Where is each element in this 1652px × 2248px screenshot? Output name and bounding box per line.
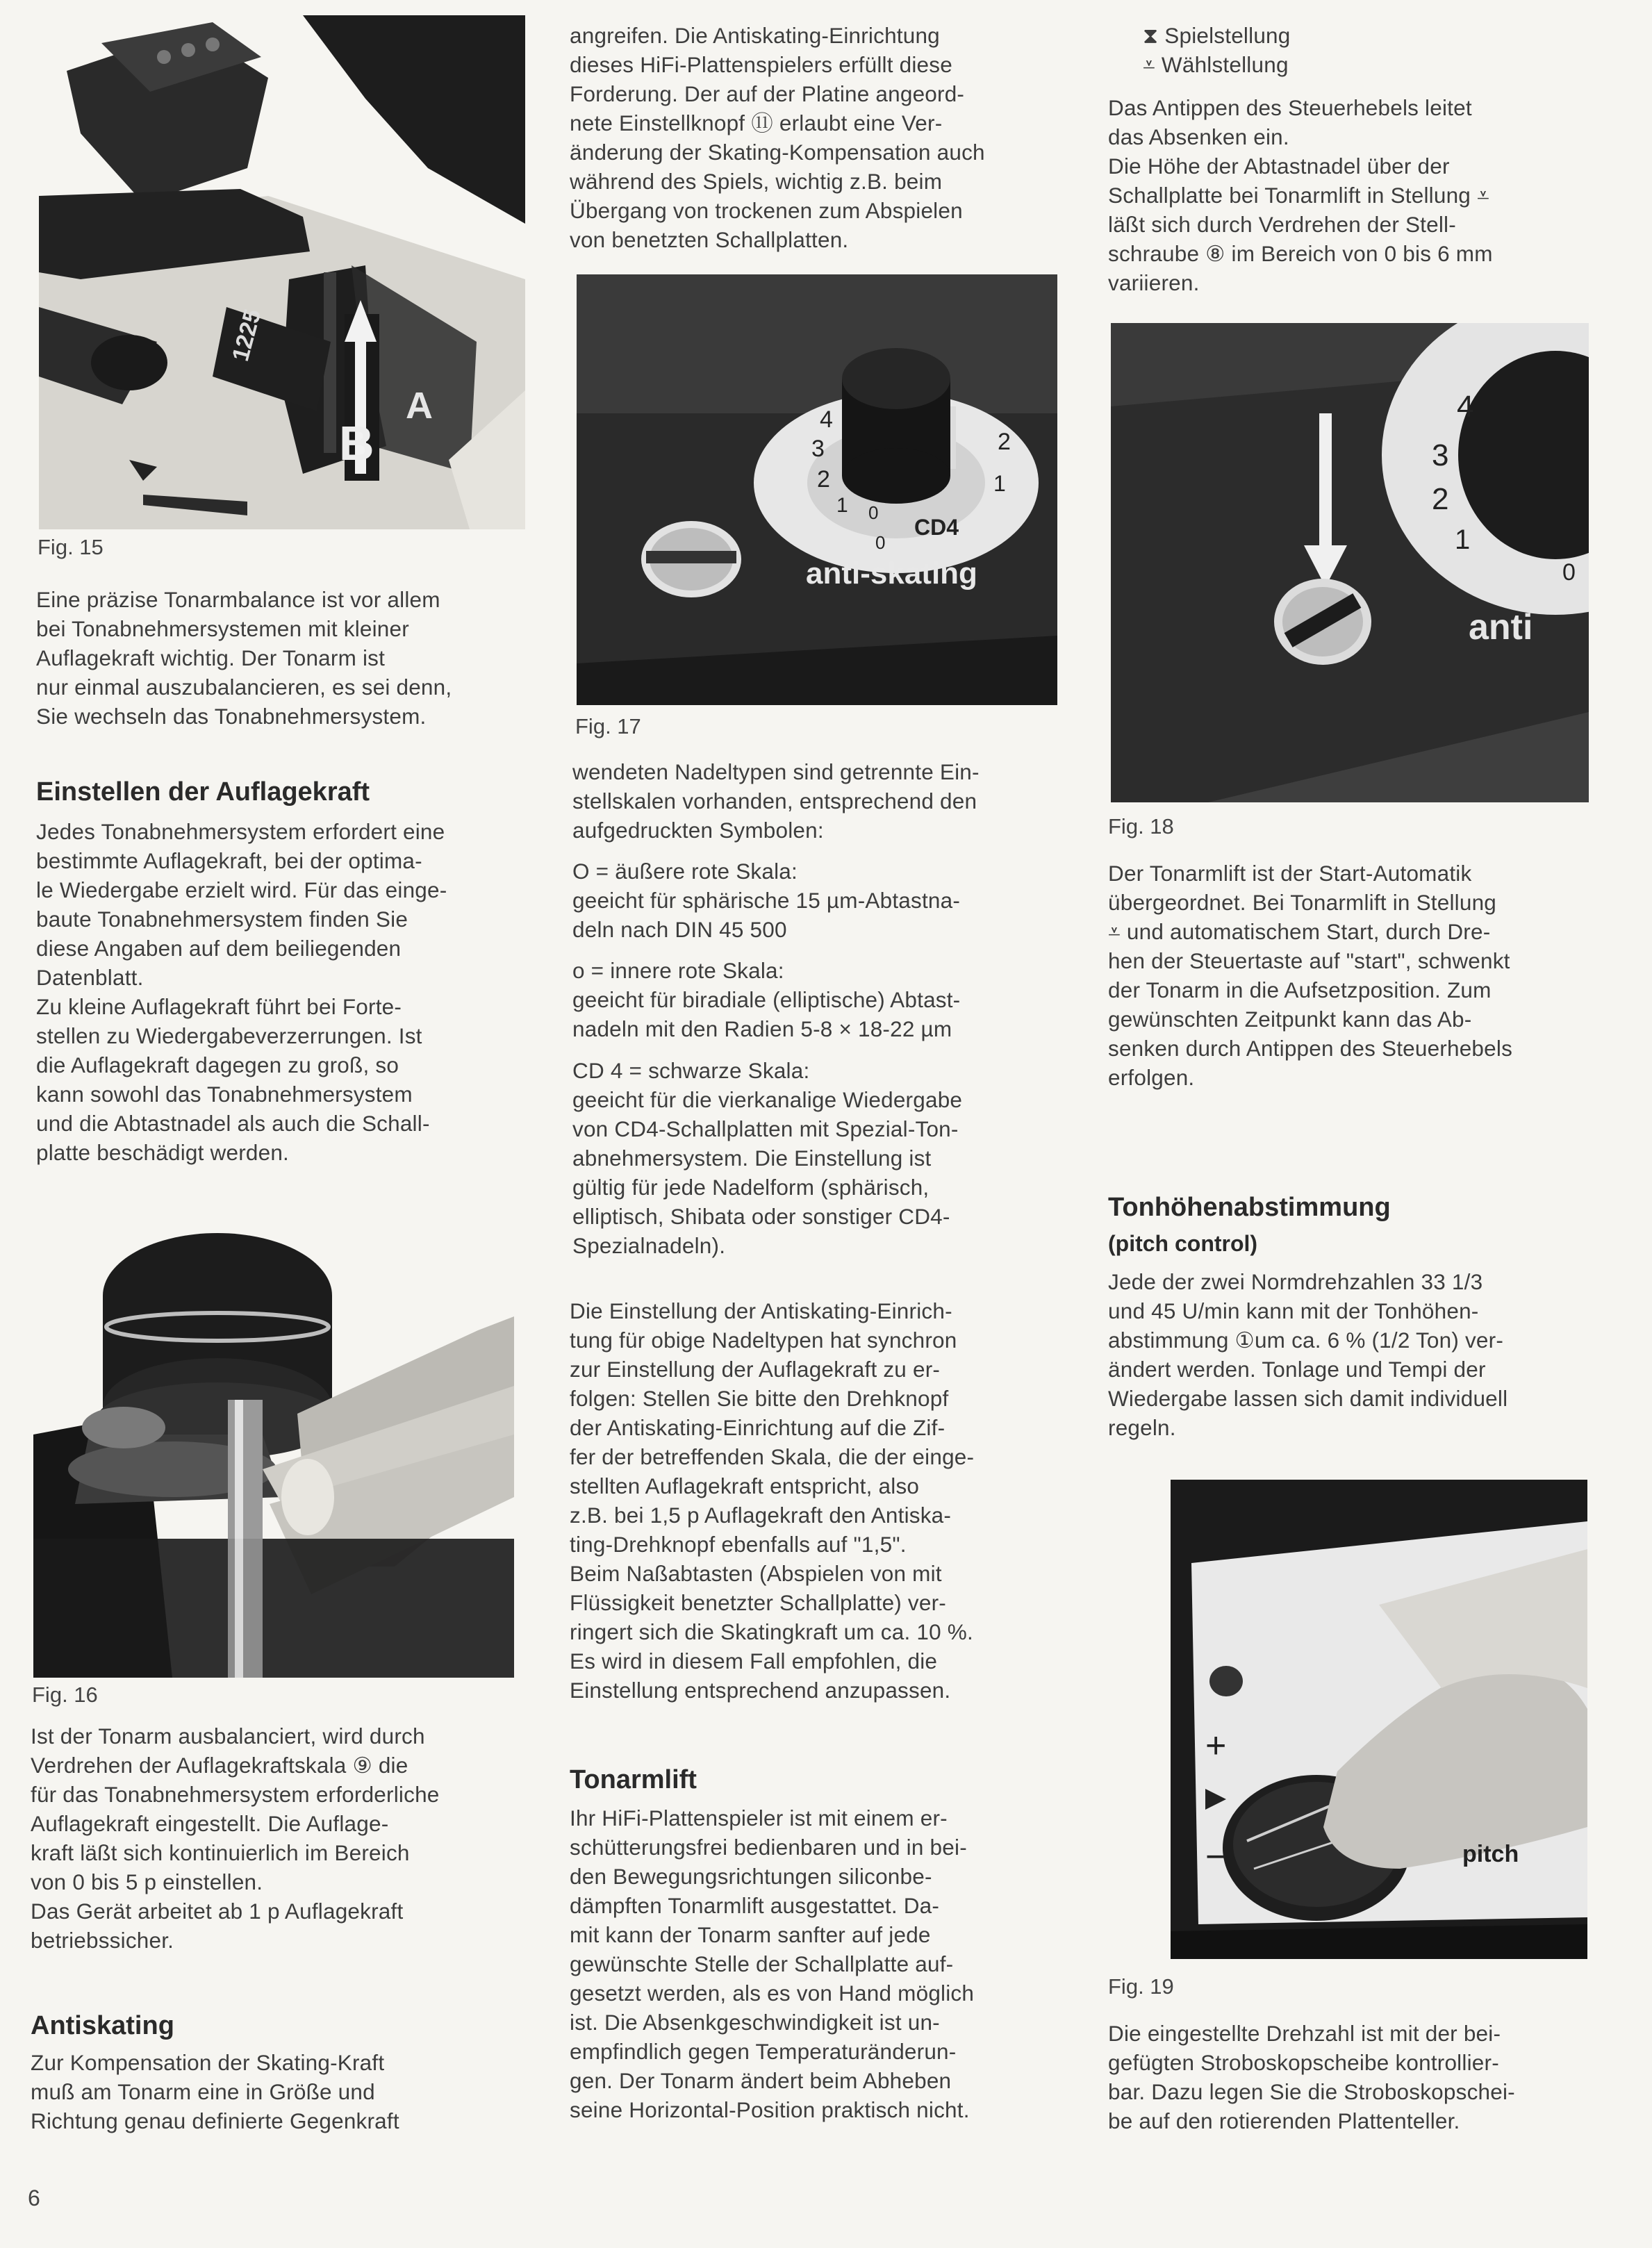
fig17-mark-3: 2 (817, 466, 830, 493)
fig17-cd4-label: CD4 (914, 515, 959, 540)
tracking-force-dial-illustration (33, 1205, 514, 1678)
fig18-mark-0: 0 (1562, 559, 1576, 586)
fig18-mark-1: 1 (1455, 524, 1471, 555)
subheading-pitch-control: (pitch control) (1108, 1231, 1258, 1256)
fig17-mark-1: 4 (820, 406, 833, 433)
fig17-anti-skating-label: anti-skating (806, 556, 977, 590)
paragraph-antiskating-setting: Die Einstellung der Antiskating-Einrich- tung für obige Nadeltypen hat synchron zur Einstellung der Auflagekraft zu er- folgen: Stellen Sie bitte den Drehknopf der Antiskating-Einrichtung auf die Zif- fer der betreffenden Skala, die der einge- stellten Auflagekraft entspricht, also z.B. bei 1,5 p Auflagekraft den Antiska- ting-Drehknopf ebenfalls auf "1,5". Beim Naßabtasten (Abspielen von mit Flüssigkeit benetzter Schallplatte) ver- ringert sich die Skatingkraft um ca. 10 %. Es wird in diesem Fall empfohlen, die Einstellung entsprechend anzupassen. (570, 1298, 975, 1703)
fig17-mark-8: 0 (875, 532, 886, 553)
pitch-control-illustration (1171, 1480, 1587, 1959)
figure-17-caption: Fig. 17 (575, 714, 641, 738)
paragraph-tonearm-balance: Eine präzise Tonarmbalance ist vor allem bei Tonabnehmersystemen mit kleiner Auflagekraft wichtig. Der Tonarm ist nur einmal auszubalancieren, es sei denn, Sie wechseln das Tonabnehmersystem. (36, 587, 452, 729)
figure-19-photo (1171, 1480, 1587, 1959)
anti-skating-knob-illustration (577, 274, 1057, 705)
fig19-minus-label: − (1205, 1837, 1227, 1877)
paragraph-lift-start: Der Tonarmlift ist der Start-Automatik übergeordnet. Bei Tonarmlift in Stellung ⩡ und automatischem Start, durch Dre- hen der Steuertaste auf "start", schwenkt der Tonarm in die Aufsetzposition. Zum gewünschten Zeitpunkt kann das Ab- senken durch Antippen des Steuerhebels erfolgen. (1108, 861, 1513, 1090)
fig18-mark-2: 2 (1432, 482, 1449, 516)
figure-16-caption: Fig. 16 (32, 1683, 98, 1707)
figure-17-photo (577, 274, 1057, 705)
paragraph-tonarmlift: Ihr HiFi-Plattenspieler ist mit einem er- schütterungsfrei bedienbaren und in bei- den Bewegungsrichtungen siliconbe- dämpften Tonarmlift ausgestattet. Da- mit kann der Tonarm sanfter auf jede gewünschte Stelle der Schallplatte auf- gesetzt werden, als es von Hand möglich ist. Die Absenkgeschwindigkeit ist un- empfindlich gegen Temperaturänderun- gen. Der Tonarm ändert beim Abheben seine Horizontal-Position praktisch nicht. (570, 1805, 975, 2122)
fig17-mark-7: 0 (868, 502, 879, 523)
fig18-mark-4: 4 (1457, 390, 1474, 424)
paragraph-inner-red-scale: o = innere rote Skala: geeicht für biradiale (elliptische) Abtast- nadeln mit den Radien 5-8 × 18-22 µm (572, 958, 961, 1041)
heading-tonarmlift: Tonarmlift (570, 1765, 697, 1794)
paragraph-cd4-scale: CD 4 = schwarze Skala: geeicht für die vierkanalige Wiedergabe von CD4-Schallplatten mit Spezial-Ton- abnehmersystem. Die Einstellung ist gültig für jede Nadelform (sphärisch, elliptisch, Shibata oder sonstiger CD4- Spezialnadeln). (572, 1058, 963, 1258)
fig18-mark-3: 3 (1432, 438, 1449, 472)
paragraph-stroboscope: Die eingestellte Drehzahl ist mit der bei- gefügten Stroboskopscheibe kontrollier- bar. Dazu legen Sie die Stroboskopschei- be auf den rotierenden Plattenteller. (1108, 2021, 1515, 2133)
fig18-anti-label: anti (1469, 607, 1533, 647)
figure-18-photo (1111, 323, 1589, 802)
paragraph-antiskating-cont: angreifen. Die Antiskating-Einrichtung dieses HiFi-Plattenspielers erfüllt diese Forderung. Der auf der Platine angeord- nete Einstellknopf ⑪ erlaubt eine Ver- änderung der Skating-Kompensation auch während des Spiels, wichtig z.B. beim Übergang von trockenen zum Abspielen von benetzten Schallplatten. (570, 23, 985, 252)
figure-16-photo (33, 1205, 514, 1678)
fig15-label-b: B (339, 416, 374, 470)
paragraph-outer-red-scale: O = äußere rote Skala: geeicht für sphärische 15 µm-Abtastna- deln nach DIN 45 500 (572, 859, 961, 942)
paragraph-pitch: Jede der zwei Normdrehzahlen 33 1/3 und 45 U/min kann mit der Tonhöhen- abstimmung ①um ca. 6 % (1/2 Ton) ver- ändert werden. Tonlage und Tempi der Wiedergabe lassen sich damit individuell regeln. (1108, 1269, 1508, 1440)
heading-pitch: Tonhöhenabstimmung (1108, 1193, 1391, 1222)
paragraph-antiskating-intro: Zur Kompensation der Skating-Kraft muß am Tonarm eine in Größe und Richtung genau definierte Gegenkraft (31, 2050, 399, 2133)
paragraph-auflagekraft: Jedes Tonabnehmersystem erfordert eine bestimmte Auflagekraft, bei der optima- le Wiedergabe erzielt wird. Für das einge- baute Tonabnehmersystem finden Sie diese Angaben auf dem beiliegenden Datenblatt. Zu kleine Auflagekraft führt bei Forte- stellen zu Wiedergabeverzerrungen. Ist die Auflagekraft dagegen zu groß, so kann sowohl das Tonabnehmersystem und die Abtastnadel als auch die Schall- platte beschädigt werden. (36, 819, 447, 1165)
lift-adjust-screw-illustration (1111, 323, 1589, 802)
fig15-label-num: 1225 (227, 306, 267, 365)
fig17-mark-5: 2 (998, 429, 1011, 455)
heading-auflagekraft: Einstellen der Auflagekraft (36, 777, 370, 807)
fig17-mark-2: 3 (811, 436, 825, 462)
paragraph-lift-positions: ⧗ Spielstellung ⩡ Wählstellung (1143, 23, 1291, 77)
heading-antiskating: Antiskating (31, 2011, 174, 2040)
figure-19-caption: Fig. 19 (1108, 1974, 1174, 1999)
page-number: 6 (28, 2185, 40, 2210)
fig19-plus-label: + (1205, 1726, 1227, 1766)
figure-15-photo (39, 15, 525, 529)
paragraph-tonearm-balanced: Ist der Tonarm ausbalanciert, wird durch Verdrehen der Auflagekraftskala ⑨ die für das Tonabnehmersystem erforderliche Auflagekraft eingestellt. Die Auflage- kraft läßt sich kontinuierlich im Bereich von 0 bis 5 p einstellen. Das Gerät arbeitet ab 1 p Auflagekraft betriebssicher. (31, 1724, 440, 1953)
tonearm-balance-illustration (39, 15, 525, 529)
figure-18-caption: Fig. 18 (1108, 814, 1174, 838)
fig17-mark-6: 1 (993, 471, 1006, 496)
fig15-label-a: A (406, 385, 433, 427)
fig17-mark-4: 1 (836, 494, 848, 517)
paragraph-scales-intro: wendeten Nadeltypen sind getrennte Ein- stellskalen vorhanden, entsprechend den aufgedruckten Symbolen: (572, 759, 980, 843)
paragraph-lift-height: Das Antippen des Steuerhebels leitet das Absenken ein. Die Höhe der Abtastnadel über der Schallplatte bei Tonarmlift in Stellung ⩡ läßt sich durch Verdrehen der Stell- schraube ⑧ im Bereich von 0 bis 6 mm variieren. (1108, 95, 1493, 295)
fig19-pitch-label: pitch (1462, 1841, 1519, 1867)
figure-15-caption: Fig. 15 (38, 535, 104, 559)
